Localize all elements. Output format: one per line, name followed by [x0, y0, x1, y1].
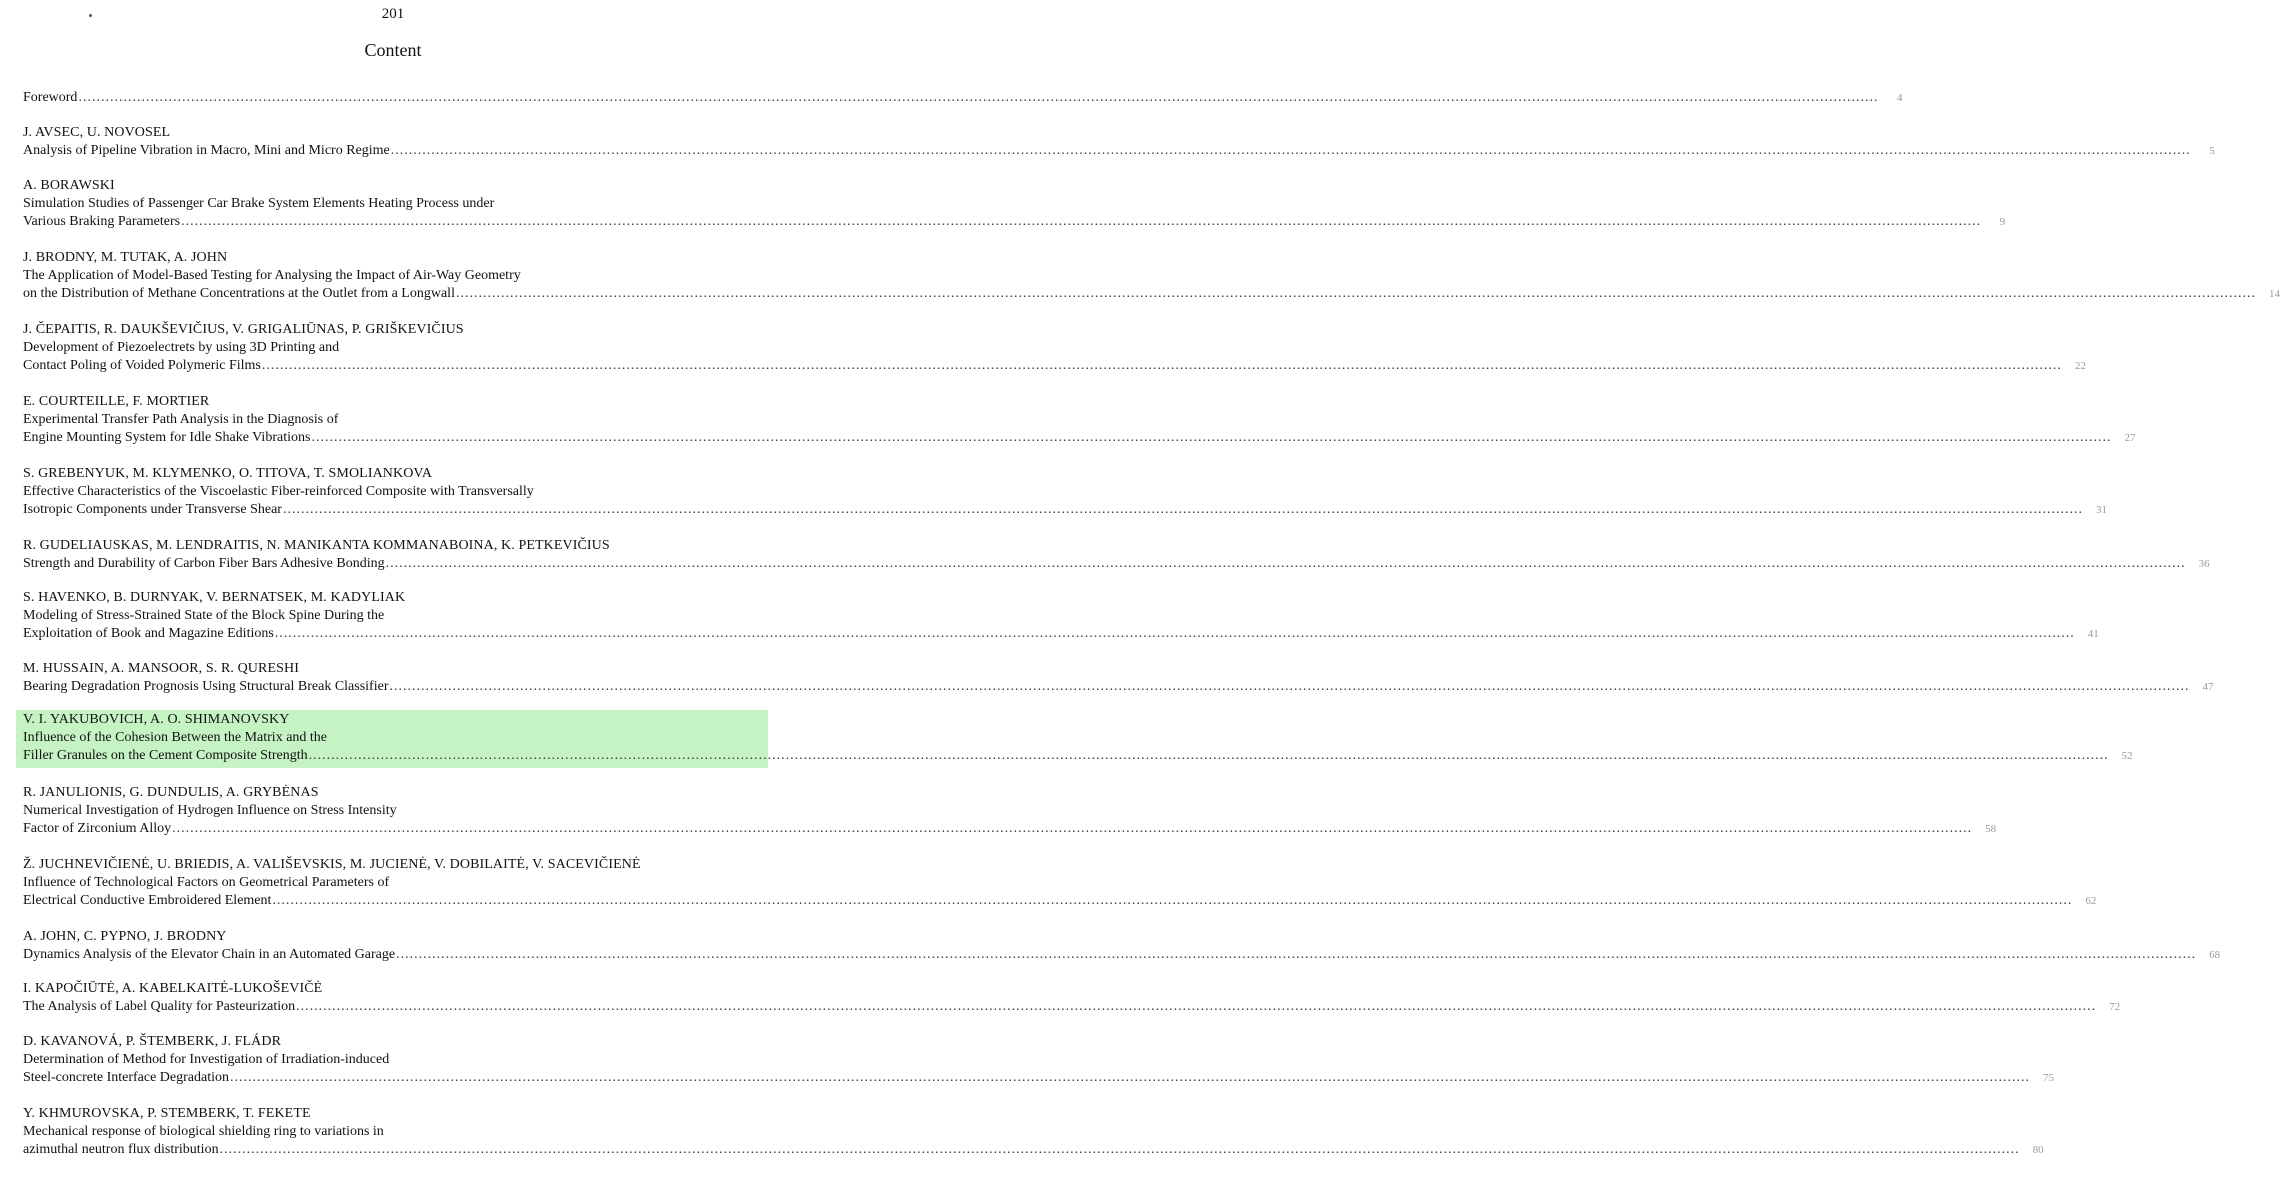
toc-authors: J. AVSEC, U. NOVOSEL: [23, 125, 171, 140]
toc-page-number: 22: [2074, 360, 2086, 372]
page-title: Content: [364, 40, 422, 60]
toc-title-line: Various Braking Parameters: [23, 214, 181, 229]
toc-page-number: 31: [2095, 504, 2107, 516]
toc-entry: [16, 1105, 2044, 1159]
toc-authors: R. GUDELIAUSKAS, M. LENDRAITIS, N. MANIKANTA KOMMANABOINA, K. PETKEVIČIUS: [23, 538, 610, 553]
toc-entry: [16, 465, 2107, 519]
toc-page-number: 9: [1999, 216, 2006, 228]
toc-title-line: Analysis of Pipeline Vibration in Macro, Mini and Micro Regime: [23, 143, 390, 158]
toc-title-line: Mechanical response of biological shielding ring to variations in: [23, 1124, 384, 1139]
toc-page-number: 80: [2032, 1144, 2044, 1156]
toc-entry: [16, 393, 2136, 447]
toc-authors: R. JANULIONIS, G. DUNDULIS, A. GRYBĖNAS: [23, 785, 319, 800]
toc-page-number: 68: [2209, 949, 2221, 961]
toc-authors: S. GREBENYUK, M. KLYMENKO, O. TITOVA, T. SMOLIANKOVA: [23, 466, 433, 481]
dot-leader: ................................................................................................................................................................................................................................................................................................................................................................................................................: [78, 90, 1879, 105]
dot-leader: ................................................................................................................................................................................................................................................................................................................................................................................................................: [455, 286, 2256, 301]
dot-leader: ................................................................................................................................................................................................................................................................................................................................................................................................................: [261, 358, 2062, 373]
toc-entry: [16, 124, 2215, 160]
dot-leader: ................................................................................................................................................................................................................................................................................................................................................................................................................: [390, 143, 2191, 158]
toc-authors: Ž. JUCHNEVIČIENĖ, U. BRIEDIS, A. VALIŠEVSKIS, M. JUCIENĖ, V. DOBILAITĖ, V. SACEVIČIENĖ: [23, 857, 641, 872]
toc-title-line: Development of Piezoelectrets by using 3D Printing and: [23, 340, 340, 355]
toc-entry: [16, 980, 2121, 1016]
dot-leader: ................................................................................................................................................................................................................................................................................................................................................................................................................: [282, 502, 2083, 517]
toc-entry: [16, 660, 2214, 696]
toc-entry: [16, 537, 2210, 573]
toc-title-line: Factor of Zirconium Alloy: [23, 821, 172, 836]
toc-title-line: Influence of Technological Factors on Geometrical Parameters of: [23, 875, 390, 890]
toc-title-line: Influence of the Cohesion Between the Matrix and the: [23, 730, 328, 745]
toc-entry: [16, 856, 2097, 910]
toc-title-line: The Application of Model-Based Testing for Analysing the Impact of Air-Way Geometry: [23, 268, 521, 283]
toc-authors: D. KAVANOVÁ, P. ŠTEMBERK, J. FLÁDR: [23, 1034, 282, 1049]
toc-entry: [16, 89, 1903, 107]
toc-authors: E. COURTEILLE, F. MORTIER: [23, 394, 210, 409]
toc-authors: M. HUSSAIN, A. MANSOOR, S. R. QURESHI: [23, 661, 299, 676]
toc-page-number: 14: [2268, 288, 2280, 300]
toc-authors: V. I. YAKUBOVICH, A. O. SHIMANOVSKY: [23, 712, 290, 727]
toc-title-line: azimuthal neutron flux distribution: [23, 1142, 219, 1157]
toc-title-line: Modeling of Stress-Strained State of the Block Spine During the: [23, 608, 385, 623]
toc-entry: [16, 177, 2006, 231]
toc-page-number: 52: [2121, 750, 2133, 762]
toc-page-number: 62: [2085, 895, 2097, 907]
dot-leader: ................................................................................................................................................................................................................................................................................................................................................................................................................: [385, 556, 2186, 571]
toc-page-number: 36: [2198, 558, 2210, 570]
toc-authors: A. JOHN, C. PYPNO, J. BRODNY: [23, 929, 227, 944]
dot-leader: ................................................................................................................................................................................................................................................................................................................................................................................................................: [230, 1070, 2030, 1085]
toc-title-line: The Analysis of Label Quality for Pasteurization: [23, 999, 296, 1014]
toc-page-number: 5: [2209, 145, 2215, 157]
toc-page-number: 47: [2202, 681, 2214, 693]
toc-title-line: Steel-concrete Interface Degradation: [23, 1070, 229, 1085]
toc-entry: [16, 321, 2086, 375]
dot-leader: ................................................................................................................................................................................................................................................................................................................................................................................................................: [274, 626, 2075, 641]
scan-speck: [89, 14, 92, 17]
toc-authors: J. BRODNY, M. TUTAK, A. JOHN: [23, 250, 228, 265]
toc-entry: [16, 928, 2221, 964]
page-number: 201: [381, 6, 405, 22]
toc-page-number: 58: [1985, 823, 1997, 835]
toc-page-number: 4: [1896, 92, 1903, 104]
toc-entry: [16, 249, 2280, 303]
toc-entry: [16, 1033, 2054, 1087]
dot-leader: ................................................................................................................................................................................................................................................................................................................................................................................................................: [396, 947, 2197, 962]
toc-title-line: Filler Granules on the Cement Composite Strength: [23, 748, 308, 763]
dot-leader: ................................................................................................................................................................................................................................................................................................................................................................................................................: [311, 430, 2112, 445]
toc-authors: J. ČEPAITIS, R. DAUKŠEVIČIUS, V. GRIGALIŪNAS, P. GRIŠKEVIČIUS: [23, 322, 464, 337]
toc-authors: Y. KHMUROVSKA, P. STEMBERK, T. FEKETE: [23, 1106, 311, 1121]
toc-authors: I. KAPOČIŪTĖ, A. KABELKAITĖ-LUKOŠEVIČĖ: [23, 981, 323, 996]
toc-authors: S. HAVENKO, B. DURNYAK, V. BERNATSEK, M. KADYLIAK: [23, 590, 406, 605]
toc-title-line: Simulation Studies of Passenger Car Brake System Elements Heating Process under: [23, 196, 495, 211]
toc-title-line: Effective Characteristics of the Viscoelastic Fiber-reinforced Composite with Transversally: [23, 484, 534, 499]
toc-title-line: Bearing Degradation Prognosis Using Structural Break Classifier: [23, 679, 389, 694]
toc-entry: [16, 710, 2133, 768]
toc-title-line: Isotropic Components under Transverse Shear: [23, 502, 282, 517]
dot-leader: ................................................................................................................................................................................................................................................................................................................................................................................................................: [181, 214, 1982, 229]
dot-leader: ................................................................................................................................................................................................................................................................................................................................................................................................................: [389, 679, 2190, 694]
toc-title-line: Exploitation of Book and Magazine Editions: [23, 626, 274, 641]
dot-leader: ................................................................................................................................................................................................................................................................................................................................................................................................................: [219, 1142, 2020, 1157]
toc-entry: [16, 784, 1997, 838]
toc-title-line: Engine Mounting System for Idle Shake Vibrations: [23, 430, 311, 445]
toc-page-number: 41: [2087, 628, 2099, 640]
toc-title-line: Determination of Method for Investigation of Irradiation-induced: [23, 1052, 390, 1067]
toc-title-line: Foreword: [23, 90, 78, 105]
dot-leader: ................................................................................................................................................................................................................................................................................................................................................................................................................: [272, 893, 2073, 908]
toc-title-line: Dynamics Analysis of the Elevator Chain in an Automated Garage: [23, 947, 396, 962]
dot-leader: ................................................................................................................................................................................................................................................................................................................................................................................................................: [308, 748, 2109, 763]
toc-entry: [16, 589, 2099, 643]
dot-leader: ................................................................................................................................................................................................................................................................................................................................................................................................................: [296, 999, 2097, 1014]
toc-page-number: 27: [2124, 432, 2136, 444]
toc-title-line: Numerical Investigation of Hydrogen Influence on Stress Intensity: [23, 803, 397, 818]
dot-leader: ................................................................................................................................................................................................................................................................................................................................................................................................................: [172, 821, 1973, 836]
toc-title-line: Strength and Durability of Carbon Fiber Bars Adhesive Bonding: [23, 556, 385, 571]
toc-title-line: Experimental Transfer Path Analysis in the Diagnosis of: [23, 412, 339, 427]
toc-title-line: Electrical Conductive Embroidered Element: [23, 893, 272, 908]
toc-page-number: 72: [2109, 1001, 2121, 1013]
toc-title-line: on the Distribution of Methane Concentrations at the Outlet from a Longwall: [23, 286, 455, 301]
toc-title-line: Contact Poling of Voided Polymeric Films: [23, 358, 261, 373]
toc-page-number: 75: [2043, 1072, 2054, 1084]
toc-authors: A. BORAWSKI: [23, 178, 115, 193]
